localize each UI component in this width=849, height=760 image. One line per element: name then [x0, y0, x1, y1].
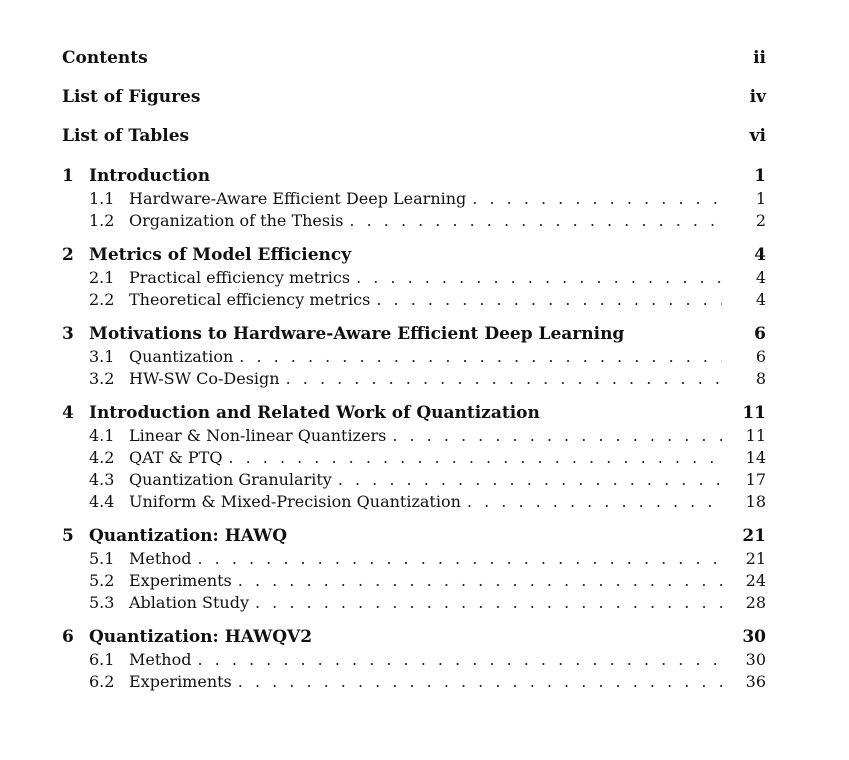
section-number: 4.4 [89, 492, 115, 511]
section-number: 2.1 [89, 268, 115, 287]
section-title: Experiments [129, 672, 232, 691]
toc-entry-contents[interactable] [62, 48, 766, 71]
dot-leader [197, 548, 722, 570]
chapter-group-1 [62, 165, 766, 232]
chapter-title: Introduction and Related Work of Quantization [89, 403, 540, 423]
section-page: 36 [745, 672, 766, 691]
section-title: Theoretical efficiency metrics [129, 290, 371, 309]
section-title: Quantization [129, 347, 234, 366]
chapter-number: 3 [62, 324, 74, 344]
section-page: 1 [755, 189, 766, 208]
dot-leader [392, 425, 722, 447]
section-title: Method [129, 650, 192, 669]
chapter-number: 1 [62, 166, 74, 186]
section-page: 18 [745, 492, 766, 511]
section-page: 30 [745, 650, 766, 669]
section-page: 2 [755, 211, 766, 230]
dot-leader [238, 671, 722, 693]
dot-leader [286, 368, 722, 390]
section-page: 24 [745, 571, 766, 590]
section-title: Ablation Study [129, 593, 249, 612]
section-page: 8 [755, 369, 766, 388]
chapter-group-5 [62, 525, 766, 614]
chapter-entry[interactable] [62, 626, 766, 649]
section-page: 14 [745, 448, 766, 467]
chapter-title: Quantization: HAWQ [89, 526, 288, 546]
section-entry[interactable] [62, 469, 766, 491]
section-title: Practical efficiency metrics [129, 268, 351, 287]
section-number: 1.1 [89, 189, 115, 208]
chapter-page: 21 [742, 526, 766, 546]
chapter-number: 4 [62, 403, 74, 423]
dot-leader [228, 447, 722, 469]
chapter-title: Quantization: HAWQV2 [89, 627, 313, 647]
section-entry[interactable] [62, 570, 766, 592]
section-number: 4.2 [89, 448, 115, 467]
section-number: 3.2 [89, 369, 115, 388]
section-number: 5.1 [89, 549, 115, 568]
toc-entry-title: List of Tables [62, 126, 190, 146]
chapter-number: 2 [62, 245, 74, 265]
chapter-title: Metrics of Model Efficiency [89, 245, 352, 265]
dot-leader [239, 346, 722, 368]
chapter-entry[interactable] [62, 402, 766, 425]
section-title: QAT & PTQ [129, 448, 223, 467]
section-page: 11 [745, 426, 766, 445]
dot-leader [338, 469, 722, 491]
toc-entry-list-of-figures[interactable] [62, 87, 766, 110]
chapter-entry[interactable] [62, 244, 766, 267]
section-entry[interactable] [62, 289, 766, 311]
section-entry[interactable] [62, 210, 766, 232]
section-page: 17 [745, 470, 766, 489]
section-entry[interactable] [62, 649, 766, 671]
toc-entry-page: iv [749, 87, 766, 107]
chapter-group-2 [62, 244, 766, 311]
section-entry[interactable] [62, 671, 766, 693]
chapter-group-3 [62, 323, 766, 390]
section-title: HW-SW Co-Design [129, 369, 280, 388]
section-number: 3.1 [89, 347, 115, 366]
chapter-title: Motivations to Hardware-Aware Efficient Deep Learning [89, 324, 625, 344]
section-title: Organization of the Thesis [129, 211, 344, 230]
chapter-entry[interactable] [62, 525, 766, 548]
section-page: 4 [755, 268, 766, 287]
section-number: 1.2 [89, 211, 115, 230]
toc-entry-title: Contents [62, 48, 148, 68]
section-entry[interactable] [62, 346, 766, 368]
section-title: Quantization Granularity [129, 470, 332, 489]
section-number: 2.2 [89, 290, 115, 309]
section-title: Hardware-Aware Efficient Deep Learning [129, 189, 467, 208]
section-entry[interactable] [62, 447, 766, 469]
section-entry[interactable] [62, 592, 766, 614]
chapter-page: 1 [754, 166, 766, 186]
chapter-page: 30 [742, 627, 766, 647]
table-of-contents [62, 48, 766, 705]
chapter-entry[interactable] [62, 165, 766, 188]
dot-leader [472, 188, 722, 210]
section-entry[interactable] [62, 188, 766, 210]
section-title: Uniform & Mixed-Precision Quantization [129, 492, 461, 511]
section-title: Linear & Non-linear Quantizers [129, 426, 387, 445]
section-number: 4.3 [89, 470, 115, 489]
chapter-group-6 [62, 626, 766, 693]
section-entry[interactable] [62, 548, 766, 570]
section-title: Method [129, 549, 192, 568]
dot-leader [255, 592, 722, 614]
dot-leader [467, 491, 722, 513]
section-entry[interactable] [62, 368, 766, 390]
section-page: 4 [755, 290, 766, 309]
chapter-entry[interactable] [62, 323, 766, 346]
section-entry[interactable] [62, 267, 766, 289]
chapter-number: 5 [62, 526, 74, 546]
toc-entry-page: ii [753, 48, 766, 68]
dot-leader [376, 289, 722, 311]
toc-entry-title: List of Figures [62, 87, 201, 107]
section-page: 6 [755, 347, 766, 366]
dot-leader [349, 210, 722, 232]
toc-entry-page: vi [749, 126, 766, 146]
section-page: 28 [745, 593, 766, 612]
section-entry[interactable] [62, 425, 766, 447]
section-number: 6.1 [89, 650, 115, 669]
chapter-page: 4 [754, 245, 766, 265]
dot-leader [197, 649, 722, 671]
chapter-page: 11 [742, 403, 766, 423]
chapter-page: 6 [754, 324, 766, 344]
section-number: 5.3 [89, 593, 115, 612]
section-number: 5.2 [89, 571, 115, 590]
section-number: 4.1 [89, 426, 115, 445]
chapter-title: Introduction [89, 166, 211, 186]
section-page: 21 [745, 549, 766, 568]
section-entry[interactable] [62, 491, 766, 513]
section-title: Experiments [129, 571, 232, 590]
chapter-number: 6 [62, 627, 74, 647]
dot-leader [356, 267, 722, 289]
toc-entry-list-of-tables[interactable] [62, 126, 766, 149]
dot-leader [238, 570, 722, 592]
section-number: 6.2 [89, 672, 115, 691]
chapter-group-4 [62, 402, 766, 513]
